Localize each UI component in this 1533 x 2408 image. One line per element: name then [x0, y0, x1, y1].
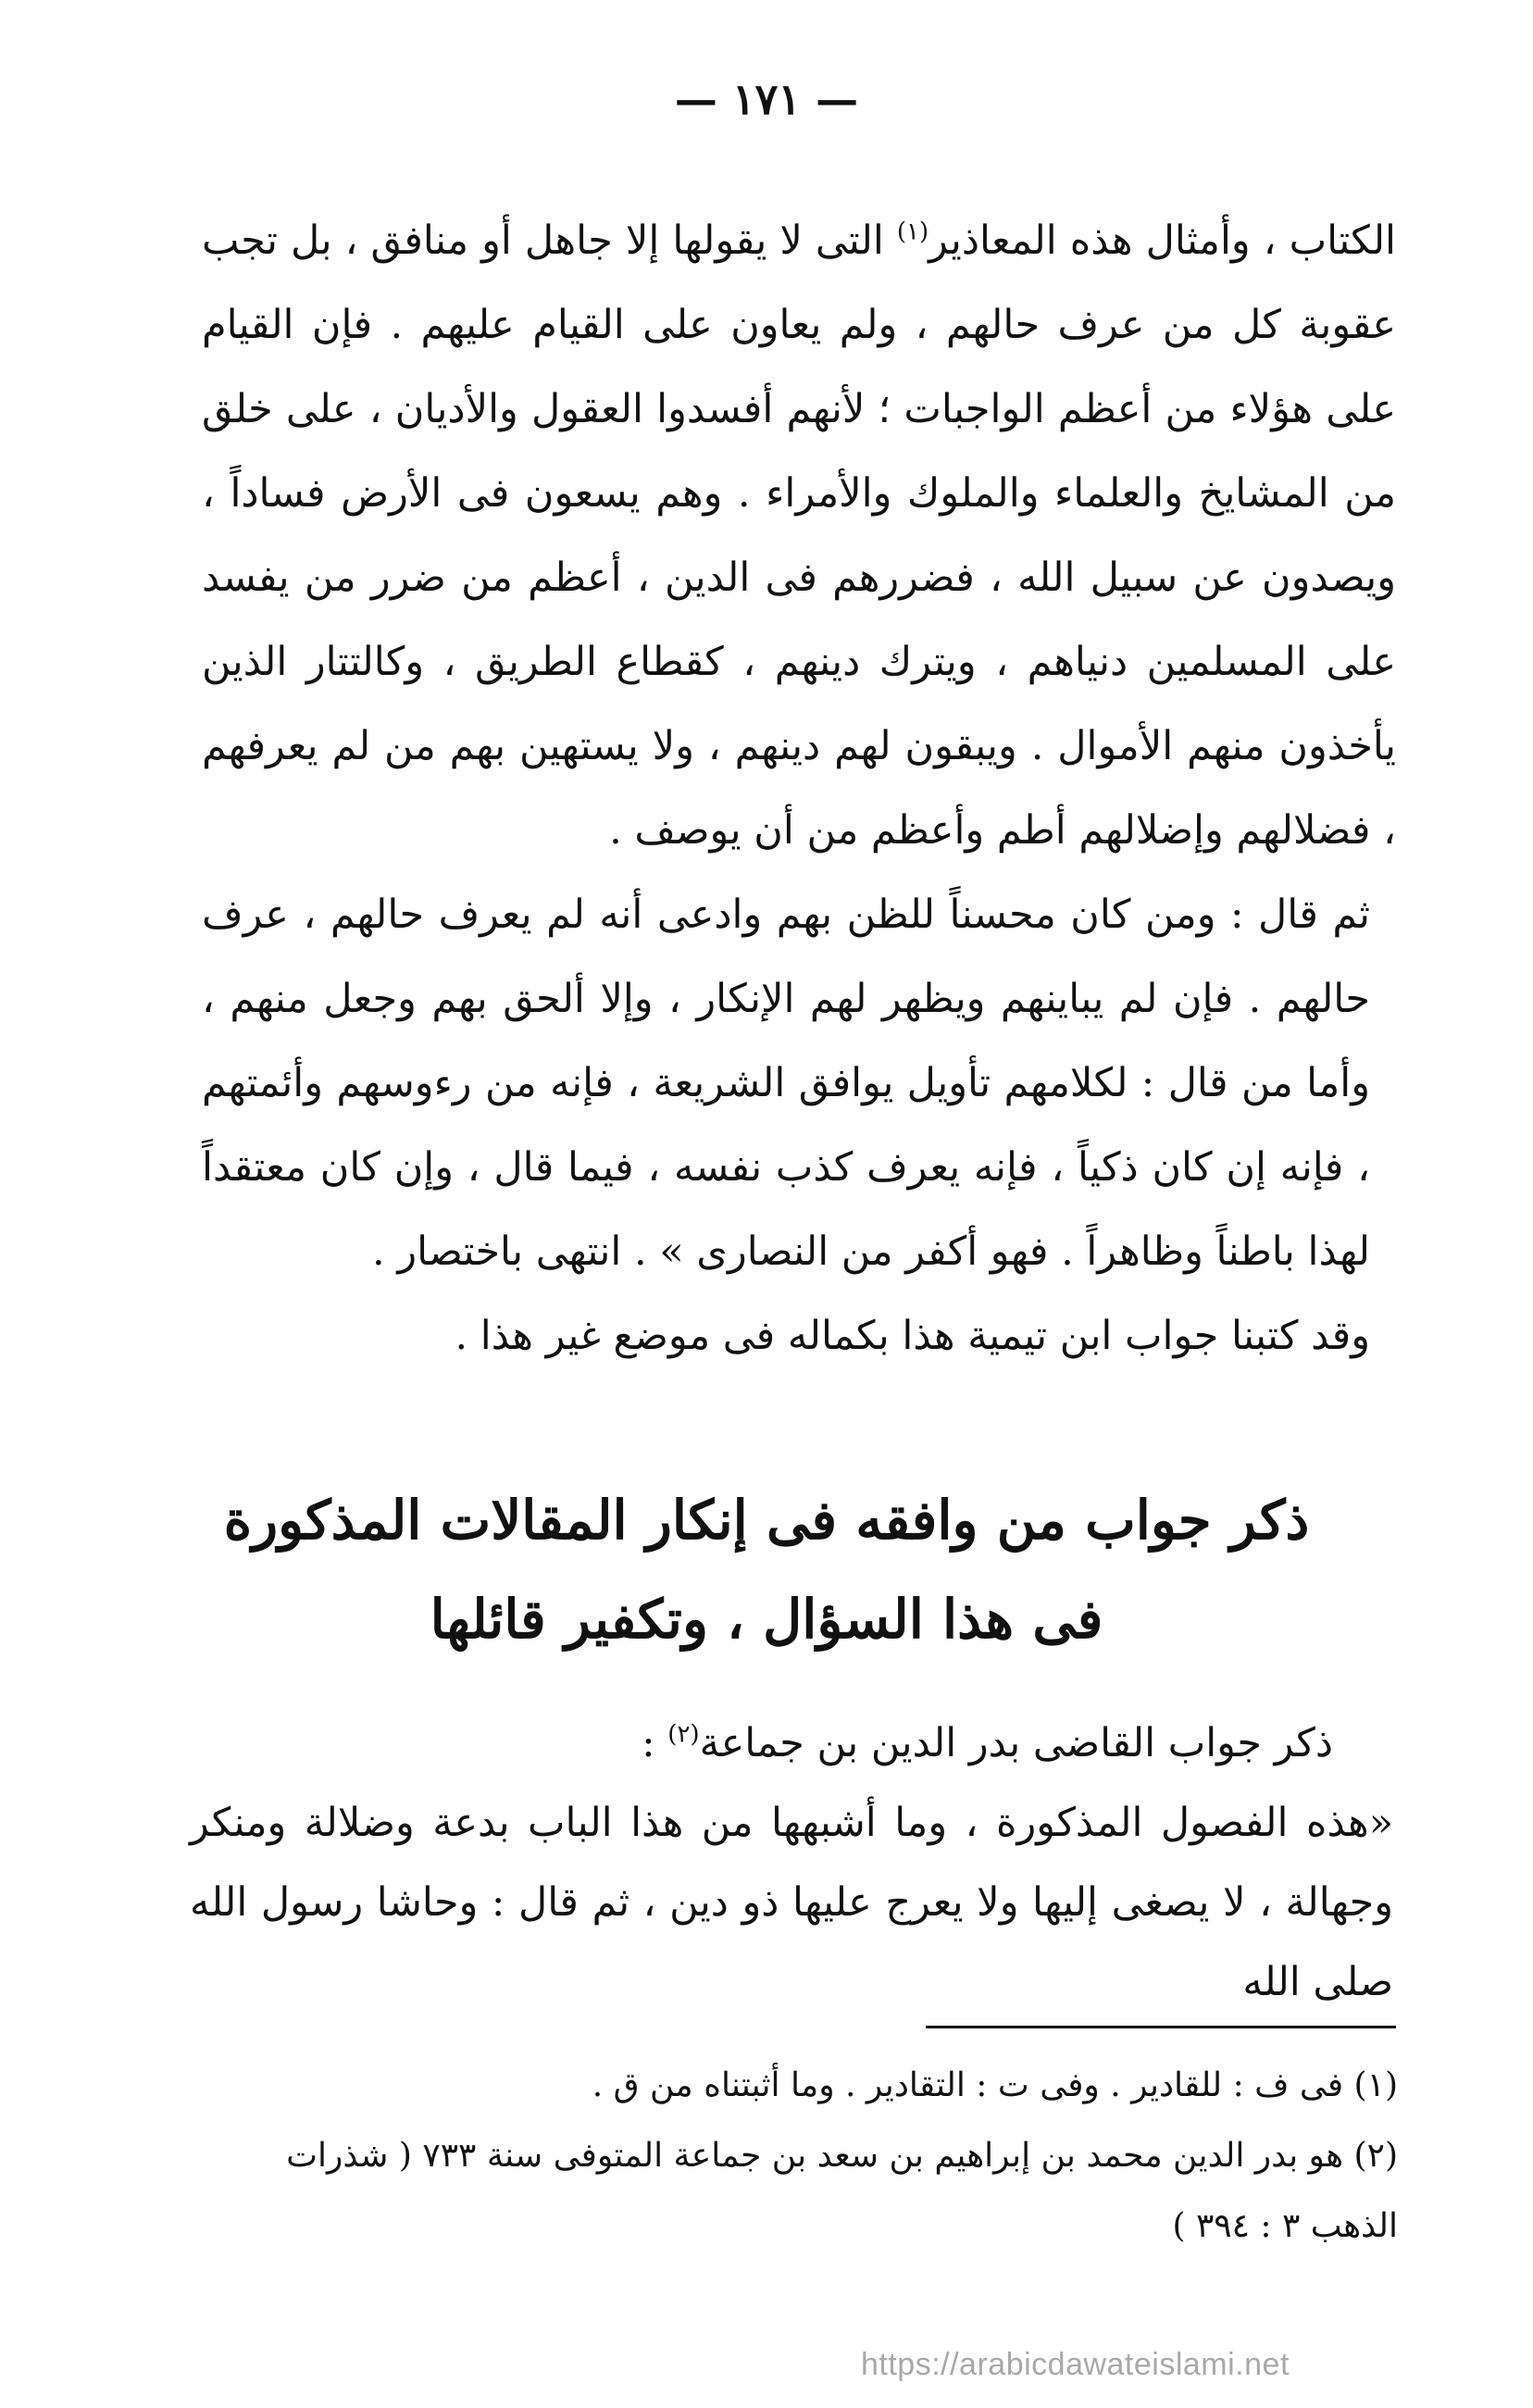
paragraph — [202, 873, 1396, 1294]
section-heading-line-1: ذكر جواب من وافقه فى إنكار المقالات المذكورة — [223, 1489, 1310, 1552]
footnotes — [194, 2051, 1398, 2262]
footnote-2: (٢) هو بدر الدين محمد بن إبراهيم بن سعد بن جماعة المتوفى سنة ٧٣٣ ( شذرات الذهب ٣ : ٣٩٤ ) — [286, 2137, 1398, 2245]
footnote-marker-2: (٢) — [667, 1720, 700, 1749]
paragraph — [202, 1294, 1396, 1379]
main-text — [202, 199, 1396, 1379]
footnote-1: (١) فى ف : للقادير . وفى ت : التقادير . وما أثبتناه من ق . — [592, 2066, 1398, 2104]
footnote-divider — [926, 2026, 1396, 2028]
section-heading-line-2: فى هذا السؤال ، وتكفير قائلها — [430, 1588, 1103, 1651]
paragraph — [202, 199, 1396, 873]
paragraph-text: «هذه الفصول المذكورة ، وما أشبهها من هذا الباب بدعة وضلالة ومنكر وجهالة ، لا يصغى إليها ولا يعرج عليها ذو دين ، ثم قال : وحاشا رسول الله صلى الله — [190, 1800, 1393, 2005]
section-intro-end: : — [642, 1720, 668, 1766]
paragraph — [190, 1783, 1393, 2022]
paragraph-text: وقد كتبنا جواب ابن تيمية هذا بكماله فى موضع غير هذا . — [455, 1313, 1370, 1359]
section-intro-text: ذكر جواب القاضى بدر الدين بن جماعة — [699, 1720, 1333, 1766]
section-intro — [190, 1703, 1393, 1783]
page-number: — ١٧١ — — [674, 74, 859, 124]
paragraph-text: ثم قال : ومن كان محسناً للظن بهم وادعى أنه لم يعرف حالهم ، عرف حالهم . فإن لم يباينهم ويظهر لهم الإنكار ، وإلا ألحق بهم وجعل منهم ، وأما من قال : لكلامهم تأويل يوافق الشريعة ، فإنه من رءوسهم وأئمتهم ، فإنه إن كان ذكياً ، فإنه يعرف كذب نفسه ، فيما قال ، وإن كان معتقداً لهذا باطناً وظاهراً . فهو أكفر من النصارى » . انتهى باختصار . — [202, 892, 1370, 1275]
section-text — [190, 1703, 1393, 2022]
watermark: https://arabicdawateislami.net — [861, 2347, 1290, 2382]
footnote-marker-1: (١) — [896, 218, 929, 246]
paragraph-text: الكتاب ، وأمثال هذه المعاذير$^{(١)}$ التى لا يقولها إلا جاهل أو منافق ، بل تجب عقوبة كل من عرف حالهم ، ولم يعاون على القيام عليهم . فإن القيام على هؤلاء من أعظم الواجبات ؛ لأنهم أفسدوا العقول والأديان ، على خلق من المشايخ والعلماء والملوك والأمراء . وهم يسعون فى الأرض فساداً ، ويصدون عن سبيل الله ، فضررهم فى الدين ، أعظم من ضرر من يفسد على المسلمين دنياهم ، ويترك دينهم ، كقطاع الطريق ، وكالتتار الذين يأخذون منهم الأموال . ويبقون لهم دينهم ، ولا يستهين بهم من لم يعرفهم ، فضلالهم وإضلالهم أطم وأعظم من أن يوصف . — [202, 218, 1396, 854]
